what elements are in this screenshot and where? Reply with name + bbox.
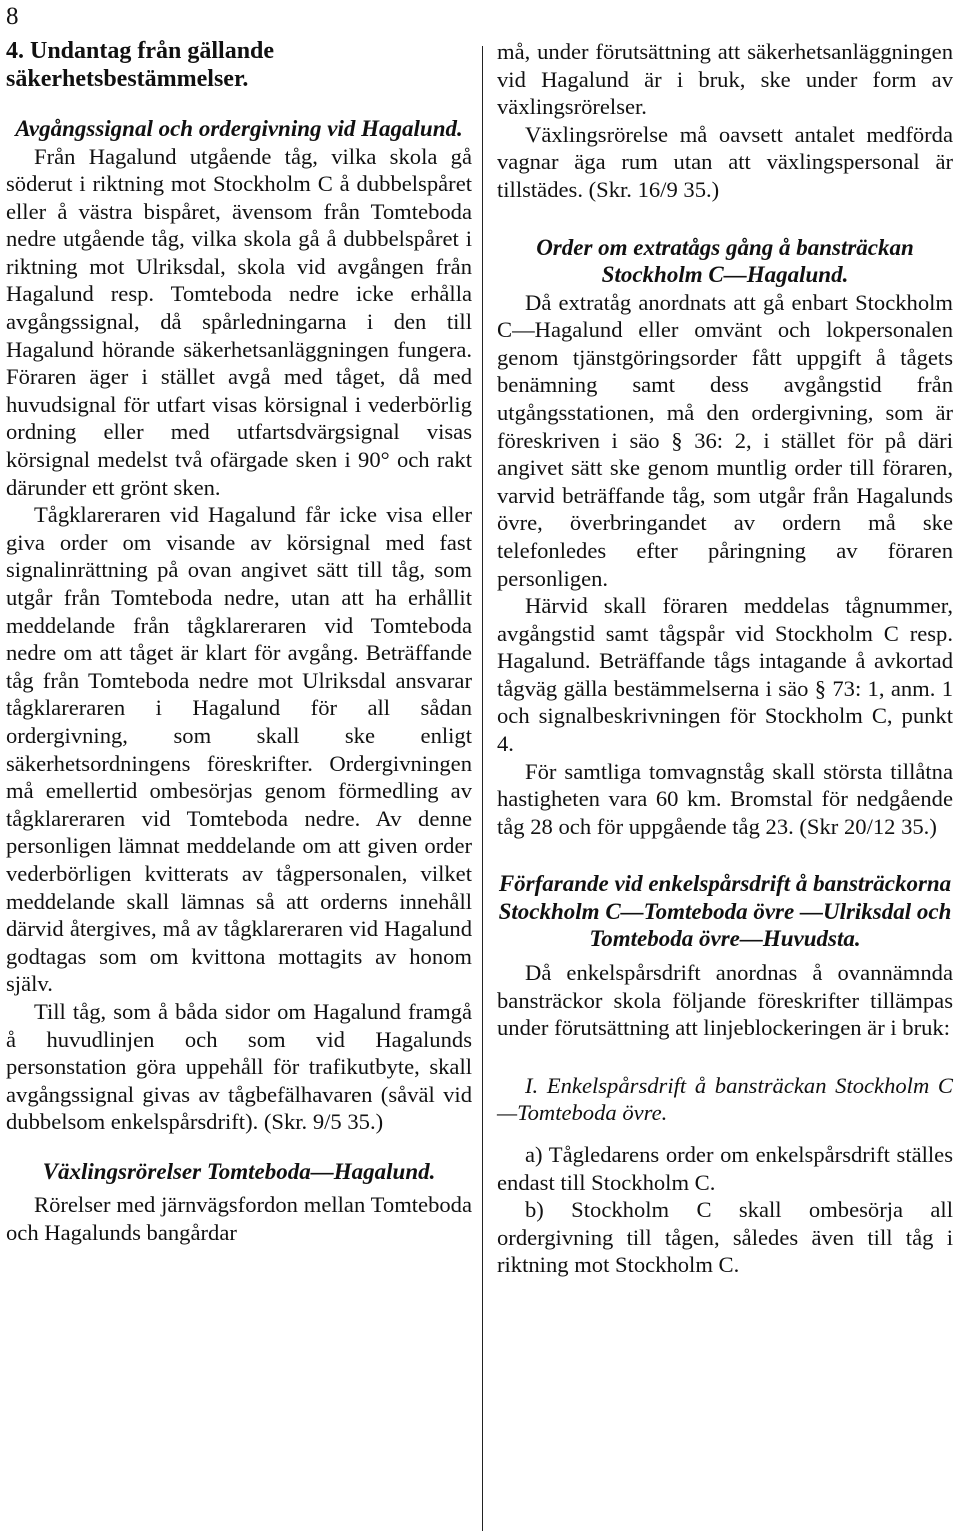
- column-divider: [482, 46, 483, 1531]
- paragraph: Från Hagalund utgående tåg, vilka skola gå söderut i riktning mot Stockholm C å dubbelspåret eller å västra bispåret, ävensom från Tomteboda nedre utgående tåg, vilka skola gå å dubbelspåret i riktning mot Ulriksdal, skola vid avgången från Hagalund resp. Tomteboda nedre icke erhålla avgångssignal, då spårledningarna i den till Hagalund hörande säkerhetsanläggningen fungera. Föraren äger i stället avgå med tåget, då med huvudsignal för utfart visas körsignal i vederbörlig ordning eller med utfartsdvärgsignal visas körsignal medelst två ofärgade sken i 90° och rakt därunder ett grönt sken.: [6, 143, 472, 500]
- page-number: 8: [6, 3, 19, 30]
- sub-heading-vaxlingsrorelser: Växlingsrörelser Tomteboda—Hagalund.: [42, 1158, 436, 1184]
- paragraph: Växlingsrörelse må oavsett antalet medförda vagnar äga rum utan att växlingspersonal är tillstädes. (Skr. 16/9 35.): [497, 121, 953, 202]
- sub-heading-enkelspar: Förfarande vid enkelspårsdrift å bansträckorna Stockholm C—Tomteboda övre —Ulriksdal och Tomteboda övre—Huvudsta.: [498, 871, 952, 952]
- sub-heading-avgangssignal: Avgångssignal och ordergivning vid Hagalund.: [15, 116, 463, 141]
- paragraph: Rörelser med järnvägsfordon mellan Tomteboda och Hagalunds bangårdar: [6, 1192, 472, 1245]
- section-heading: 4. Undantag från gällande säkerhetsbestämmelser.: [6, 38, 275, 92]
- right-column: [497, 38, 953, 1279]
- paragraph: Då enkelspårsdrift anordnas å ovannämnda bansträckor skola följande föreskrifter tillämpas under förutsättning att linjeblockeringen är i bruk:: [497, 959, 953, 1041]
- paragraph: Härvid skall föraren meddelas tågnummer, avgångstid samt tågspår vid Stockholm C resp. Hagalund. Beträffande tågs intagande å avkortad tågväg gälla bestämmelserna i säo § 73: 1, anm. 1 och signalbeskrivningen för Stockholm C, punkt 4.: [497, 593, 953, 757]
- paragraph: Tågklareraren vid Hagalund får icke visa eller giva order om visande av körsignal med fast signalinrättning på ovan angivet sätt till tåg, som utgår från Tomteboda nedre, utan att ha erhållit meddelande från tågklareraren vid Tomteboda nedre om att tåget är klart för avgång. Beträffande tåg från Tomteboda nedre mot Ulriksdal ansvarar tågklareraren i Hagalund för all sådan ordergivning, som skall ske enligt säkerhetsordningens föreskrifter. Ordergivningen må emellertid ombesörjas genom förmedling av tågklareraren vid Tomteboda nedre. Av denne personligen lämnat meddelande om att given order vederbörligen kvitterats av tågpersonalen, vilket meddelande skall lämnas så att orderns innehåll därvid återgives, må av tågklareraren vid Hagalund godtagas som om kvittona mottagits av honom själv.: [6, 502, 472, 997]
- left-column: [6, 38, 472, 1247]
- sub-heading-extratag: Order om extratågs gång å bansträckan Stockholm C—Hagalund.: [536, 234, 914, 288]
- list-item: a) Tågledarens order om enkelspårsdrift ställes endast till Stockholm C.: [497, 1141, 953, 1195]
- paragraph: För samtliga tomvagnståg skall största tillåtna hastigheten vara 60 km. Bromstal för nedgående tåg 28 och för uppgående tåg 23. (Skr 20/12 35.): [497, 758, 953, 839]
- list-item: b) Stockholm C skall ombesörja all ordergivning till tågen, således även till tåg i riktning mot Stockholm C.: [497, 1197, 953, 1278]
- paragraph: Till tåg, som å båda sidor om Hagalund framgå å huvudlinjen och som vid Hagalunds personstation göra uppehåll för trafikutbyte, skall avgångssignal givas av tågbefälhavaren (såväl vid dubbelsom enkelspårsdrift). (Skr. 9/5 35.): [6, 998, 472, 1135]
- sub-heading-enkelspar-stockholm: I. Enkelspårsdrift å bansträckan Stockholm C—Tomteboda övre.: [497, 1072, 953, 1126]
- paragraph-continued: må, under förutsättning att säkerhetsanläggningen vid Hagalund är i bruk, ske under form av växlingsrörelser.: [497, 39, 953, 120]
- paragraph: Då extratåg anordnats att gå enbart Stockholm C—Hagalund eller omvänt och lokpersonalen genom tjänstgöringsorder fått uppgift å tågets benämning samt dess avgångstid från utgångsstationen, må den ordergivning, som är föreskriven i säo § 36: 2, i stället för på däri angivet sätt ske genom muntlig order till föraren, varvid beträffande tåg, som utgår från Hagalunds övre, överbringandet av ordern må ske telefonledes efter påringning av föraren personligen.: [497, 289, 953, 591]
